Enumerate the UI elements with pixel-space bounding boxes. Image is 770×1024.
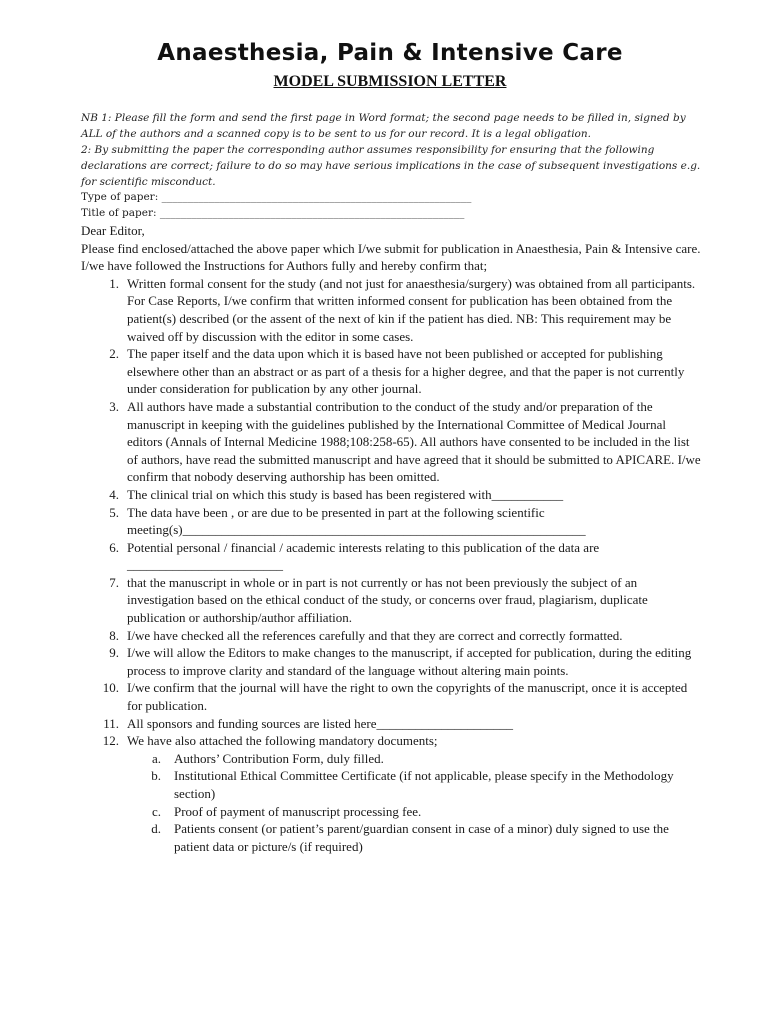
letter-body [81,222,701,855]
letter-heading: MODEL SUBMISSION LETTER [273,73,507,90]
type-of-paper-field[interactable]: Type of paper: ___________________________________________________________ [81,191,472,203]
salutation: Dear Editor, [81,223,145,238]
list-item: 7. that the manuscript in whole or in part is not currently or has not been previously the subject of an investigation based on the ethical conduct of the study, or concerns over fraud, plagiarism, duplicate publication or authorship/author affiliation. [109,574,648,626]
document-item: d. Patients consent (or patient’s parent/guardian consent in case of a minor) duly signed to use the patient data or picture/s (if required) [151,821,669,854]
declarations-list [81,275,701,856]
list-item[interactable]: 6. Potential personal / financial / academic interests relating to this publication of the data are ________________________ [109,539,600,573]
intro-paragraph: Please find enclosed/attached the above paper which I/we submit for publication in Anaesthesia, Pain & Intensive care. [81,240,701,256]
list-item: 10. I/we confirm that the journal will have the right to own the copyrights of the manuscript, once it is accepted for publication. [102,680,688,714]
list-item[interactable]: 4. The clinical trial on which this study is based has been registered with___________ [109,486,564,502]
confirmation-line: I/we have followed the Instructions for Authors fully and hereby confirm that; [81,258,488,274]
note-1: NB 1: Please fill the form and send the first page in Word format; the second page needs to be filled in, signed by ALL of the authors and a scanned copy is to be sent to us for our record. It is a legal obligation. [81,112,686,140]
document-item: b. Institutional Ethical Committee Certificate (if not applicable, please specify in the Methodology section) [151,768,674,801]
list-item: 2. The paper itself and the data upon which it is based have not been published or accepted for publishing elsewhere other than an abstract or as part of a thesis for a higher degree, and that the paper is not currently under consideration for publication by any other journal. [109,346,685,397]
document-item: a. Authors’ Contribution Form, duly filled. [151,750,384,766]
title-of-paper-field[interactable]: Title of paper: __________________________________________________________ [81,207,465,219]
instructions-notes [81,110,701,190]
list-item: 8. I/we have checked all the references carefully and that they are correct and correctly formatted. [109,627,623,643]
list-item: 12. We have also attached the following mandatory documents; a. Authors’ Contribution Form, duly filled. b. Institutional Ethical Committee Certificate (if not applicable, please specify in the Methodology section) c. Proof of payment of manuscript processing fee. d. Patients consent (or patient’s parent/guardian consent in case of a minor) duly signed to use the patient data or picture/s (if required) [81,732,701,855]
note-2: 2: By submitting the paper the corresponding author assumes responsibility for ensuring that the following declarations are correct; failure to do so may have serious implications in the case of subsequent investigations e.g. for scientific misconduct. [81,144,701,188]
list-item: 3. All authors have made a substantial contribution to the conduct of the study and/or preparation of the manuscript in keeping with the guidelines published by the International Committee of Medical Journal editors (Annals of Internal Medicine 1988;108:258-65). All authors have consented to be included in the list of authors, have read the submitted manuscript and have agreed that it should be submitted to APICARE. I/we confirm that nobody deserving authorship has been omitted. [109,398,701,485]
list-item[interactable]: 5. The data have been , or are due to be presented in part at the following scientific meeting(s)______________________________________________________________ [109,504,586,538]
list-item: 1. Written formal consent for the study (and not just for anaesthesia/surgery) was obtained from all participants. For Case Reports, I/we confirm that written informed consent for publication has been obtained from the patient(s) described (or the assent of the next of kin if the patient has died. NB: This requirement may be waived off by discussion with the editor in some cases. [109,275,696,344]
journal-title: Anaesthesia, Pain & Intensive Care [157,40,623,66]
list-item: 9. I/we will allow the Editors to make changes to the manuscript, if accepted for publication, during the editing process to improve clarity and standard of the language without altering main points. [109,645,692,678]
list-item[interactable]: 11. All sponsors and funding sources are listed here_____________________ [103,715,513,731]
document-item: c. Proof of payment of manuscript processing fee. [151,803,422,819]
mandatory-documents-list [127,750,701,856]
